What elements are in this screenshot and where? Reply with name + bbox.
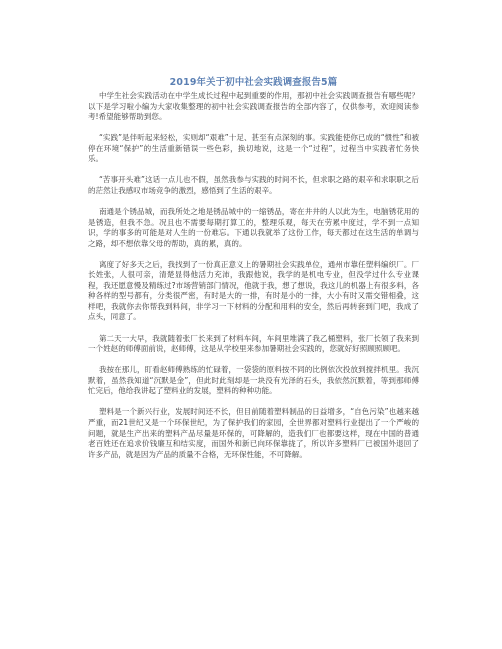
- body-paragraph: “苦事开头难”这话一点儿也不假，虽然我参与实践的时间不长，但求职之路的艰辛和求职职之后的茫然让我感叹市场竞争的激烈，感悟到了生活的艰辛。: [88, 175, 419, 195]
- body-paragraph: “实践”是伴听起来轻松，实则却“艰难”十足、甚至有点深刻的事。实践能使你已成的“惯性”和被停在环境“保护”的生活重新错误一些色彩，换切地说，这是一个“过程”，过程当中实践者忙务快乐。: [88, 133, 419, 164]
- document-title: 2019年关于初中社会实践调查报告5篇: [169, 77, 338, 88]
- body-paragraph: 第二天一大早，我就随着张厂长来到了材料车间，车间里堆满了我乙桶塑料，张厂长领了我来到一个姓赵的师傅面前说，赵师傅，这是从学校里来参加暑期社会实践的，您就好好照顾照顾吧。: [88, 333, 419, 354]
- body-paragraph: 塑料是一个新兴行业，发展时间还不长，但目前随着塑料制品的日益增多，“自色污染”也越来越严重，而21世纪又是一个环保世纪，为了保护我们的家园，全世界都对塑料行业提出了一个严峻的问题，就是生产出来的塑料产品尽量是环保的，可降解的，造我们厂也都要这样，现在中国的普通老百姓还在追求价钱廉互和结实度，而国外和新已向环保靠拢了，所以许多塑料厂已被国外退回了许多产品，就是因为产品的质量不合格，无环保性能，不可降解。: [88, 407, 419, 459]
- body-paragraph: 我按在那儿，盯看赵师傅熟练的忙碌着，一袋袋的原料按不同的比例依次投放到搅拌机里。我沉默着，虽然我知道“沉默是金”，但此时此刻却是一块没有光泽的石头，我依然沉默着，等到那师傅忙完后，他给我讲起了塑料业的发展，塑料的种种功能。: [88, 365, 419, 396]
- intro-paragraph: 中学生社会实践活动在中学生成长过程中起到重要的作用，那初中社会实践调查报告有哪些呢？以下是学习啦小编为大家收集整理的初中社会实践调查报告的全部内容了，仅供参考，欢迎阅读参考!希望能够帮助到您。: [88, 91, 419, 122]
- body-paragraph: 离度了好多天之后，我找到了一份真正意义上的暑期社会实践单位，通州市靠任塑料编织厂。厂长姓张，人很可亲，清楚显得他活力充沛，我跟他说，我学的是机电专业，但没学过什么专业课程，我还愿意慢及精练过?市场营销部门情况，他就于我，想了想说，我这儿的机器上有很多料，各种各样的型号都有，分类很严密，有时是大的一排，有时是小的一排，大小有时又需交错相叠，这样吧，我就你去你帮我到料间，非学习一下材料的分配和用料的安全，然后再转套到门吧，我成了点头，同意了。: [88, 259, 419, 322]
- body-paragraph: 南通是个锈品城，而我所处之地是锈品城中的一缩锈品，寄在井井的人以此为生，电脑锈花用的是锈造，但我不急。况且也不需要每期打算工的，整理乐观，每天在劳累中度过，学不到一点知识，学的事多的可能是对人生的一份难忘。下通以我就举了这份工作，每天都过在这生活的单调与之路，却不想依靠父母的帮助，真的累，真的。: [88, 207, 419, 248]
